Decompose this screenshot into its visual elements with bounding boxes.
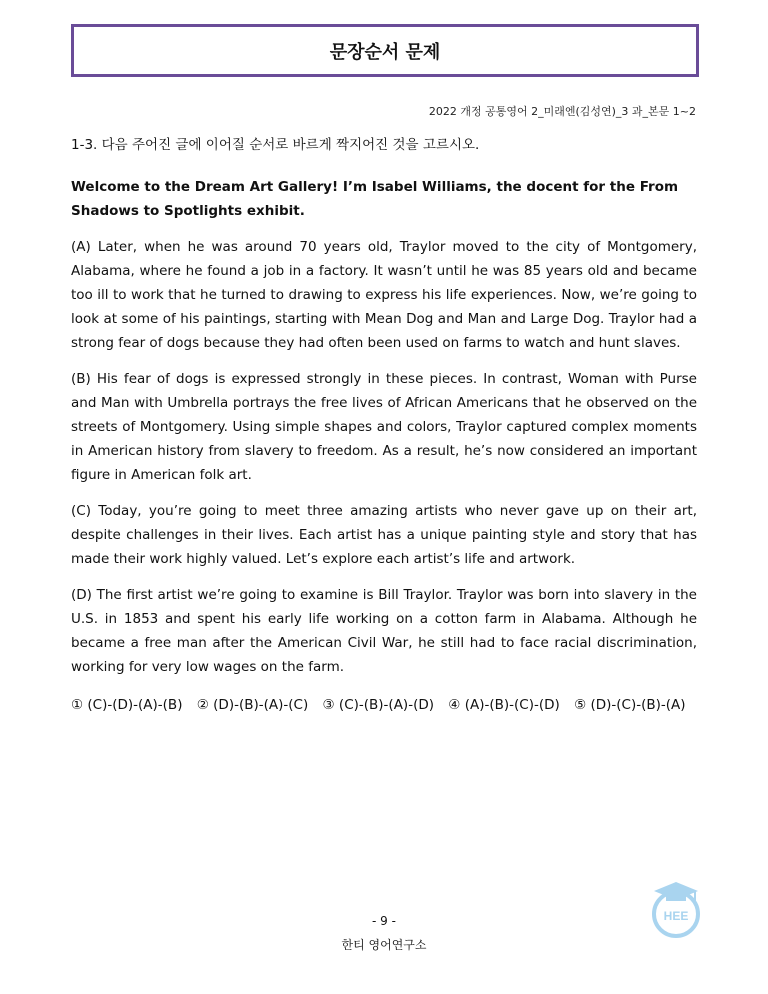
hee-logo [650, 878, 702, 938]
choice-3[interactable]: ③ (C)-(B)-(A)-(D) [322, 697, 434, 713]
main-content [71, 133, 697, 717]
paragraph-a: (A) Later, when he was around 70 years old, Traylor moved to the city of Montgomery, Alabama, where he found a job in a factory. It wasn’t until he was 85 years old and became too ill to work that he turned to drawing to express his life experiences. Now, we’re going to look at some of his paintings, starting with Mean Dog and Man and Large Dog. Traylor had a strong fear of dogs because they had often been used on farms to watch and hunt slaves. [71, 239, 697, 351]
logo-text: HEE [663, 909, 689, 923]
title-box [71, 24, 699, 77]
graduation-cap-icon [650, 878, 702, 938]
question-text: 1-3. 다음 주어진 글에 이어질 순서로 바르게 짝지어진 것을 고르시오. [71, 137, 480, 153]
page-title: 문장순서 문제 [329, 41, 441, 63]
choice-5[interactable]: ⑤ (D)-(C)-(B)-(A) [574, 697, 686, 713]
paragraph-c: (C) Today, you’re going to meet three amazing artists who never gave up on their art, despite challenges in their lives. Each artist has a unique painting style and story that has made their work highly valued. Let’s explore each artist’s life and artwork. [71, 503, 697, 567]
source-label: 2022 개정 공통영어 2_미래엔(김성연)_3 과_본문 1~2 [428, 105, 696, 118]
answer-choices [71, 693, 697, 717]
choice-4[interactable]: ④ (A)-(B)-(C)-(D) [448, 697, 560, 713]
intro-text: Welcome to the Dream Art Gallery! I’m Isabel Williams, the docent for the From Shadows to Spotlights exhibit. [71, 179, 679, 219]
choice-1[interactable]: ① (C)-(D)-(A)-(B) [71, 697, 183, 713]
choice-2[interactable]: ② (D)-(B)-(A)-(C) [196, 697, 309, 713]
page-number: - 9 - [372, 914, 396, 928]
footer-institute: 한티 영어연구소 [341, 938, 427, 952]
paragraph-d: (D) The first artist we’re going to examine is Bill Traylor. Traylor was born into slavery in the U.S. in 1853 and spent his early life working on a cotton farm in Alabama. Although he became a free man after the American Civil War, he still had to face racial discrimination, working for very low wages on the farm. [71, 587, 697, 675]
paragraph-b: (B) His fear of dogs is expressed strongly in these pieces. In contrast, Woman with Purse and Man with Umbrella portrays the free lives of African Americans that he observed on the streets of Montgomery. Using simple shapes and colors, Traylor captured complex moments in American history from slavery to freedom. As a result, he’s now considered an important figure in American folk art. [71, 371, 697, 483]
